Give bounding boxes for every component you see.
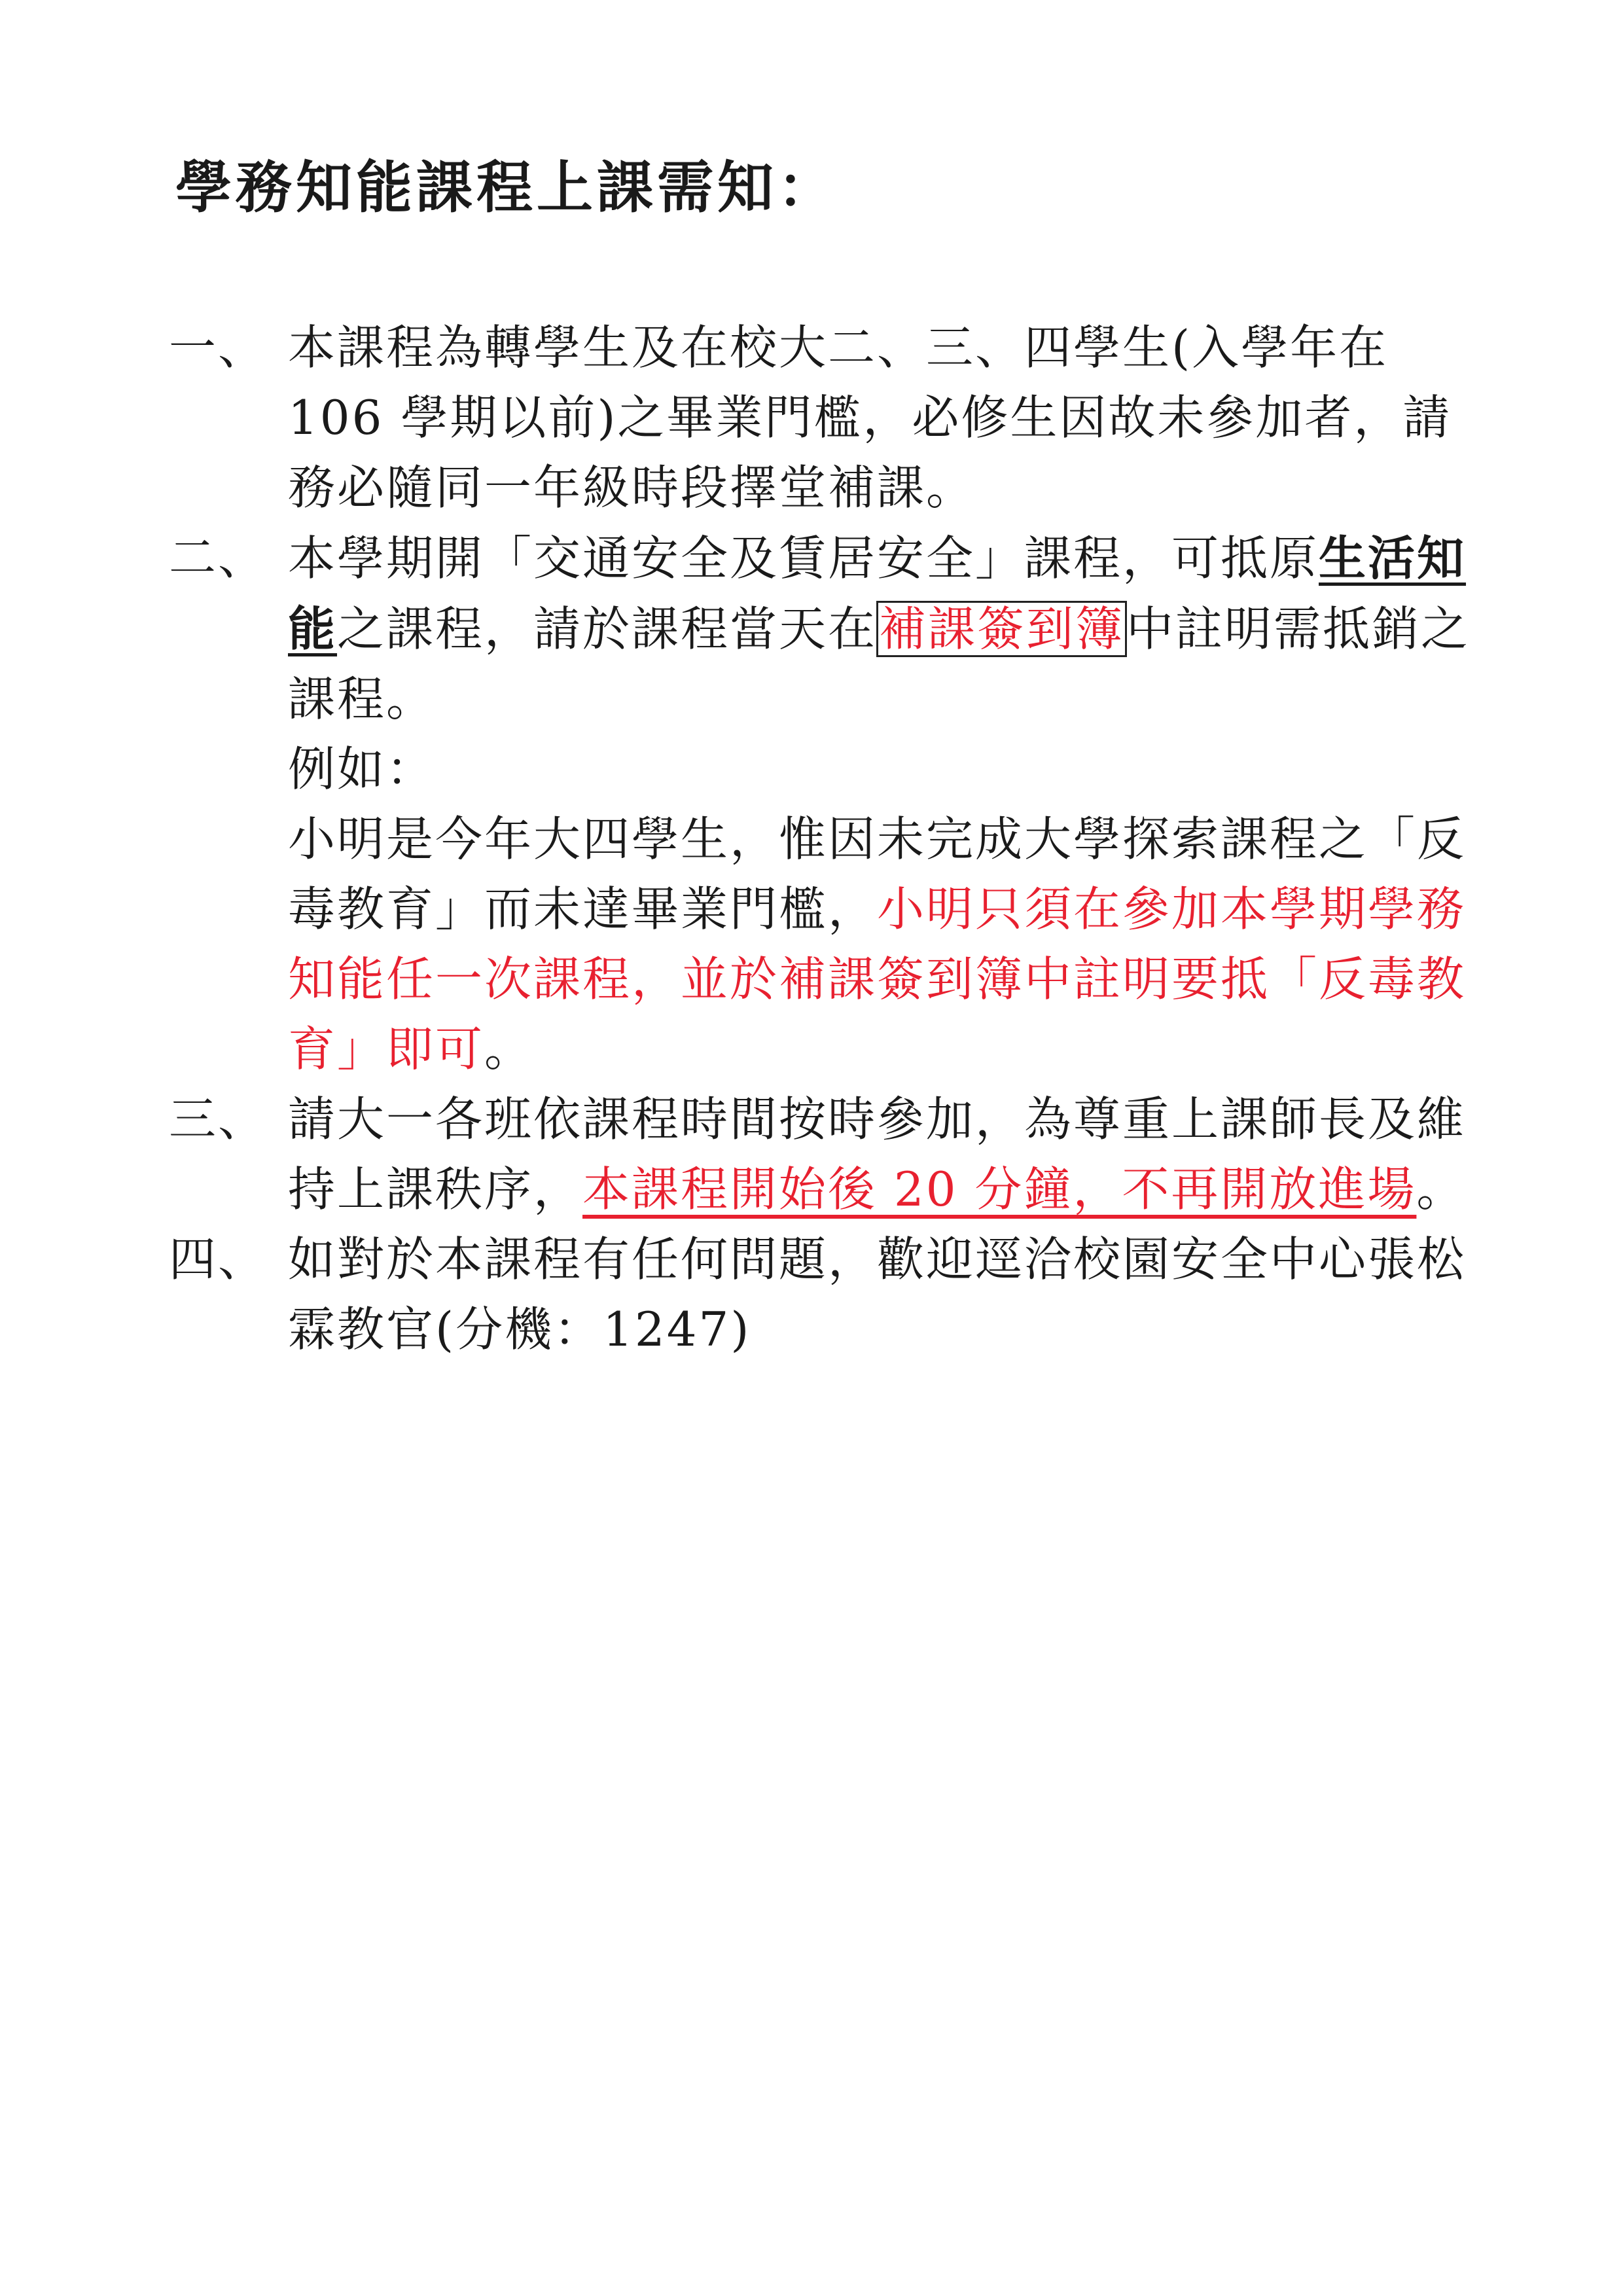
item-text: 本課程為轉學生及在校大二、三、四學生(入學年在 106 學期以前)之畢業門檻，必修生因故未參加者，請務必隨同一年級時段擇堂補課。 <box>288 320 1452 515</box>
item-text: 之課程，請於課程當天在 <box>337 601 878 656</box>
notice-item-4 <box>169 1225 1471 1365</box>
item-marker: 四、 <box>169 1232 268 1287</box>
notice-item-3 <box>169 1085 1471 1225</box>
item-content <box>288 523 1471 1085</box>
item-end: 。 <box>1416 1162 1466 1217</box>
item-content <box>288 1225 1471 1365</box>
example-text: 小明是今年大四學生，惟因未完成大學探索課程之「反毒教育」而未達畢業門檻， <box>288 812 1467 937</box>
example-paragraph <box>288 804 1471 1085</box>
item-paragraph <box>288 523 1471 734</box>
emphasized-course-name: 生活知能 <box>288 530 1467 656</box>
item-marker: 三、 <box>169 1092 268 1147</box>
item-text: 中註明需抵銷之課程。 <box>288 601 1471 726</box>
boxed-signin-book: 補課簽到簿 <box>877 601 1126 656</box>
item-content <box>288 313 1471 523</box>
item-marker: 一、 <box>169 320 268 375</box>
item-text: 如對於本課程有任何問題，歡迎逕洽校園安全中心張松霖教官(分機：1247) <box>288 1232 1467 1357</box>
example-highlight: 小明只須在參加本學期學務知能任一次課程，並於補課簽到簿中註明要抵「反毒教育」即可 <box>288 882 1467 1077</box>
example-end: 。 <box>484 1022 534 1077</box>
item-marker: 二、 <box>169 530 268 585</box>
example-label: 例如： <box>288 742 436 797</box>
item-content <box>288 1085 1471 1225</box>
notice-item-2 <box>169 523 1471 1085</box>
item-text: 本學期開「交通安全及賃居安全」課程，可抵原 <box>288 531 1319 586</box>
page-title: 學務知能課程上課需知： <box>175 155 838 221</box>
notice-item-1 <box>169 313 1471 523</box>
late-entry-warning: 本課程開始後 20 分鐘，不再開放進場 <box>582 1162 1417 1217</box>
item-text: 請大一各班依課程時間按時參加，為尊重上課師長及維持上課秩序， <box>288 1092 1467 1217</box>
notice-list <box>169 313 1471 1365</box>
